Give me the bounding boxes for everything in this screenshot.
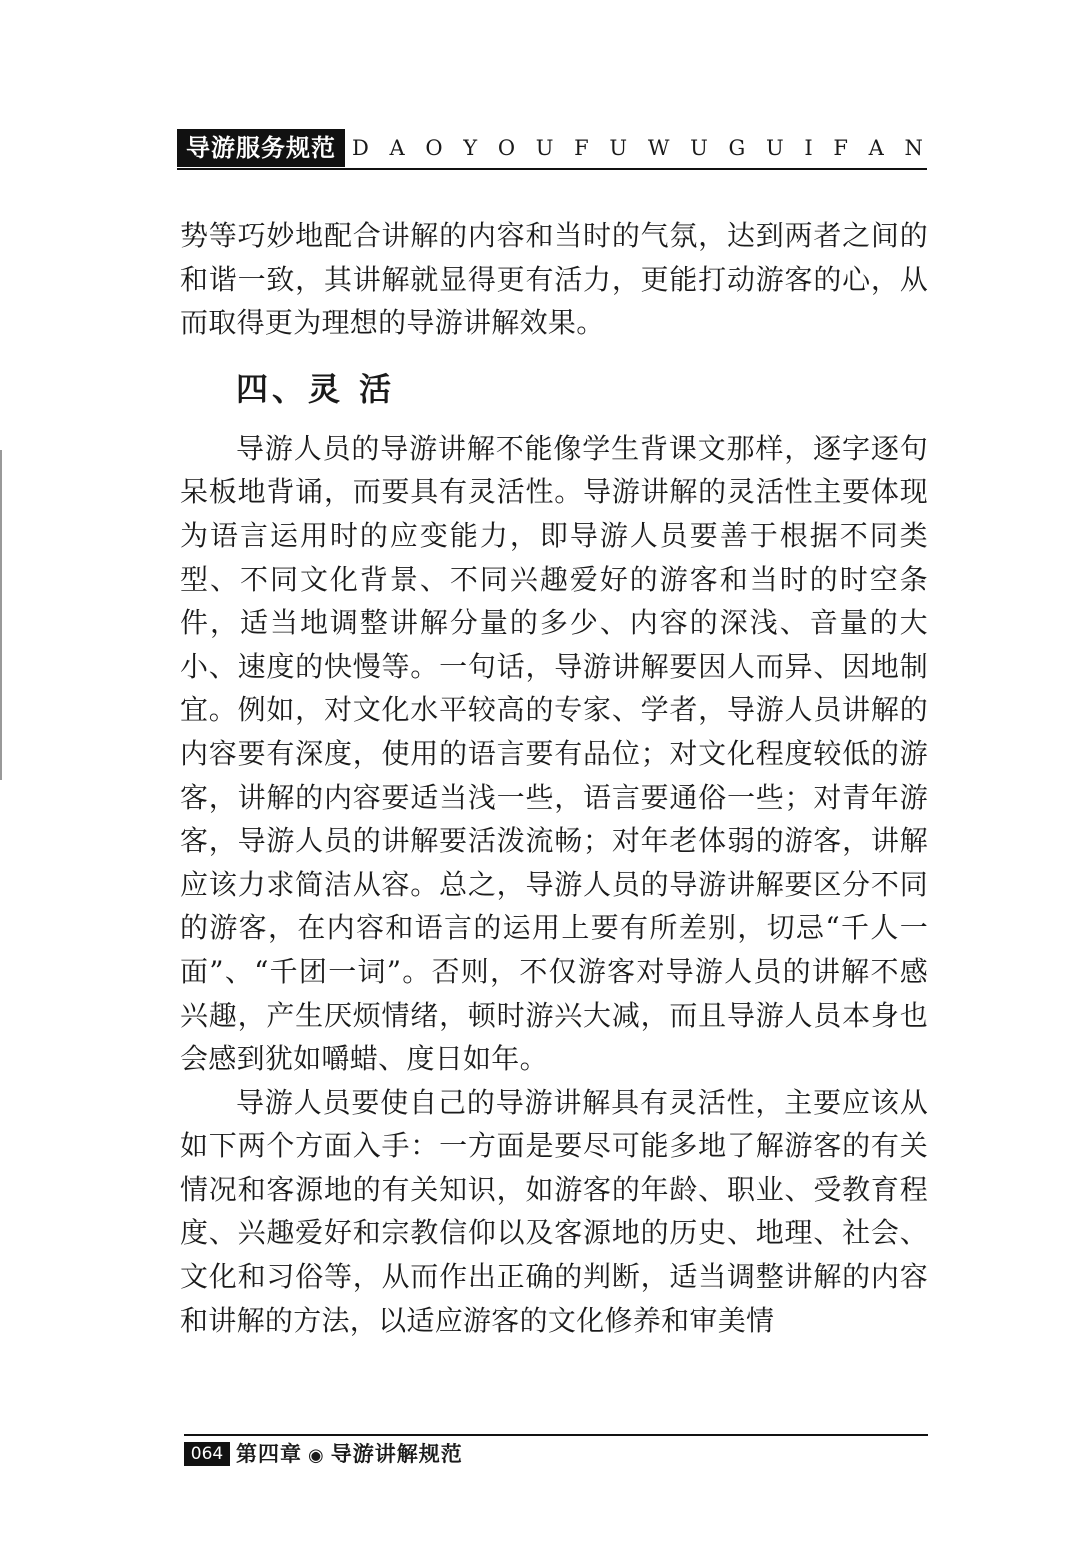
pinyin-letter: G: [728, 136, 746, 160]
scan-margin-shadow: [0, 450, 2, 780]
pinyin-letter: U: [765, 136, 784, 160]
section-heading: 四、灵 活: [236, 369, 396, 408]
pinyin-letter: U: [690, 136, 708, 160]
pinyin-title: [352, 129, 927, 167]
pinyin-letter: A: [868, 136, 884, 160]
chapter-number: 第四章: [236, 1442, 302, 1466]
pinyin-letter: Y: [463, 136, 478, 160]
pinyin-letter: A: [389, 136, 405, 160]
paragraph-continued: 势等巧妙地配合讲解的内容和当时的气氛，达到两者之间的和谐一致，其讲解就显得更有活力，更能打动游客的心，从而取得更为理想的导游讲解效果。: [180, 219, 928, 340]
pinyin-letter: F: [833, 136, 848, 160]
pinyin-letter: W: [647, 136, 670, 160]
chapter-title: 导游讲解规范: [330, 1442, 463, 1466]
pinyin-letter: U: [535, 136, 554, 160]
page-body: [180, 214, 928, 1342]
running-footer: [184, 1434, 928, 1474]
bullet-icon: ◉: [308, 1445, 325, 1466]
pinyin-letter: N: [904, 136, 923, 160]
book-title-label: 导游服务规范: [177, 129, 345, 167]
pinyin-letter: F: [574, 136, 589, 160]
paragraph: 导游人员的导游讲解不能像学生背课文那样，逐字逐句呆板地背诵，而要具有灵活性。导游讲解的灵活性主要体现为语言运用时的应变能力，即导游人员要善于根据不同类型、不同文化背景、不同兴趣爱好的游客和当时的时空条件，适当地调整讲解分量的多少、内容的深浅、音量的大小、速度的快慢等。一句话，导游讲解要因人而异、因地制宜。例如，对文化水平较高的专家、学者，导游人员讲解的内容要有深度，使用的语言要有品位；对文化程度较低的游客，讲解的内容要适当浅一些，语言要通俗一些；对青年游客，导游人员的讲解要活泼流畅；对年老体弱的游客，讲解应该力求简洁从容。总之，导游人员的导游讲解要区分不同的游客，在内容和语言的运用上要有所差别，切忌“千人一面”、“千团一词”。否则，不仅游客对导游人员的讲解不感兴趣，产生厌烦情绪，顿时游兴大减，而且导游人员本身也会感到犹如嚼蜡、度日如年。: [180, 431, 928, 1076]
pinyin-letter: O: [497, 136, 516, 160]
footer-rule: [184, 1434, 928, 1436]
header-rule: [177, 168, 927, 170]
chapter-label: [236, 1440, 463, 1470]
running-header: [177, 129, 927, 169]
pinyin-letter: O: [425, 136, 443, 160]
pinyin-letter: U: [609, 136, 628, 160]
pinyin-letter: I: [804, 136, 813, 160]
page-number: 064: [184, 1442, 230, 1466]
pinyin-letter: D: [352, 136, 369, 160]
paragraph: 导游人员要使自己的导游讲解具有灵活性，主要应该从如下两个方面入手：一方面是要尽可能多地了解游客的有关情况和客源地的有关知识，如游客的年龄、职业、受教育程度、兴趣爱好和宗教信仰以及客源地的历史、地理、社会、文化和习俗等，从而作出正确的判断，适当调整讲解的内容和讲解的方法，以适应游客的文化修养和审美情: [180, 1085, 928, 1337]
